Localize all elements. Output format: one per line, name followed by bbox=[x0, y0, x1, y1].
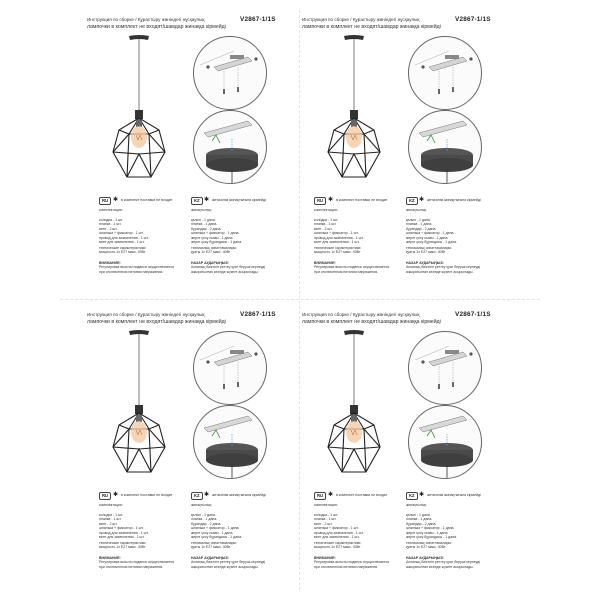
list-item: шпилька + фиксатор - 1 дана. bbox=[406, 526, 455, 531]
list-item: провод для заземления - 1 шт. bbox=[314, 235, 364, 240]
instruction-panel bbox=[302, 307, 507, 587]
canopy-mounting-diagram bbox=[194, 111, 266, 183]
list-item: провод для заземления - 1 шт. bbox=[99, 530, 149, 535]
warning-title: НАЗАР АУДАРЫҢЫЗ! bbox=[191, 261, 229, 265]
ru-kit-list bbox=[99, 218, 185, 244]
kz-tech-specs bbox=[406, 246, 492, 255]
warning-text: ажыратылған кезінде жүзеге асырылады. bbox=[406, 564, 474, 569]
list-item: винт для заземления - 1 шт. bbox=[314, 535, 360, 540]
list-item: колодка - 1 шт. bbox=[314, 513, 339, 517]
ru-kit-list bbox=[314, 218, 400, 244]
list-item: планка - 1 шт. bbox=[314, 517, 337, 522]
instruction-panel bbox=[302, 12, 507, 292]
list-item: жерге қосу сымы - 1 дана. bbox=[406, 530, 449, 535]
star-icon: ✱ bbox=[204, 197, 210, 203]
ru-language-tag: RU bbox=[314, 197, 326, 205]
bulbs-not-included-note: лампочки в комплект не входят/шамдар жинаққа кірмейді bbox=[87, 24, 226, 30]
list-item: қалып - 1 дана. bbox=[191, 218, 216, 222]
list-item: жерге қосу сымы - 1 дана. bbox=[406, 235, 449, 240]
ru-warning bbox=[314, 556, 400, 569]
assembly-step-1-circle bbox=[408, 331, 482, 405]
warning-text: при отключенном питании напряжения. bbox=[314, 564, 379, 569]
bulbs-not-included-note: лампочки в комплект не входят/шамдар жинаққа кірмейді bbox=[302, 319, 441, 325]
ru-tech-specs bbox=[314, 246, 400, 255]
list-item: планка - 1 дана. bbox=[191, 222, 218, 227]
kz-tech-specs bbox=[406, 541, 492, 550]
kz-tech-specs bbox=[191, 246, 277, 255]
list-item: планка - 1 дана. bbox=[406, 517, 433, 522]
canopy-mounting-diagram bbox=[194, 406, 266, 478]
panel-title: Инструкция по сборке / Құрастыру жөніндегі нұсқаулық bbox=[302, 17, 420, 22]
tech-value: қуаты 1x E27 макс. 40Вт bbox=[406, 545, 446, 550]
panel-title: Инструкция по сборке / Құрастыру жөніндегі нұсқаулық bbox=[87, 17, 205, 22]
list-item: колодка - 1 шт. bbox=[314, 218, 339, 222]
list-item: шпилька + фиксатор - 1 дана. bbox=[191, 231, 240, 236]
kz-kit-title: жинақтылық: bbox=[406, 503, 427, 507]
tech-title: технические характеристики: bbox=[314, 541, 362, 545]
kz-warning bbox=[191, 556, 277, 569]
list-item: қалып - 1 дана. bbox=[406, 513, 431, 517]
ru-kit-list bbox=[314, 513, 400, 539]
list-item: жерге қосу бұрандасы - 1 дана. bbox=[406, 240, 458, 245]
list-item: винт для заземления - 1 шт. bbox=[99, 240, 145, 245]
kz-language-tag: KZ bbox=[191, 197, 203, 205]
list-item: жерге қосу бұрандасы - 1 дана. bbox=[191, 535, 243, 540]
warning-text: Аспаның биіктігін реттеу қуат беруші кернеуді bbox=[406, 560, 481, 565]
ru-not-included-note: в комплект поставки не входит bbox=[336, 493, 388, 497]
warning-title: ВНИМАНИЕ! bbox=[314, 261, 336, 265]
list-item: жерге қосу бұрандасы - 1 дана. bbox=[406, 535, 458, 540]
bulbs-not-included-note: лампочки в комплект не входят/шамдар жинаққа кірмейді bbox=[302, 24, 441, 30]
warning-text: Регулировка высоты подвеса осуществляется bbox=[314, 265, 390, 270]
warning-text: Регулировка высоты подвеса осуществляется bbox=[99, 560, 175, 565]
kz-tech-specs bbox=[191, 541, 277, 550]
assembly-step-1-circle bbox=[193, 36, 267, 110]
instruction-panel bbox=[87, 307, 292, 587]
ru-language-tag: RU bbox=[99, 492, 111, 500]
kz-kit-list bbox=[191, 513, 277, 539]
star-icon: ✱ bbox=[113, 492, 119, 498]
tech-value: мощность 1x E27 макс. 40Вт bbox=[99, 250, 146, 255]
list-item: колодка - 1 шт. bbox=[99, 513, 124, 517]
list-item: жерге қосу сымы - 1 дана. bbox=[191, 530, 234, 535]
warning-title: НАЗАР АУДАРЫҢЫЗ! bbox=[406, 261, 444, 265]
warning-text: при отключенном питании напряжения. bbox=[99, 564, 164, 569]
warning-title: НАЗАР АУДАРЫҢЫЗ! bbox=[406, 556, 444, 560]
tech-value: мощность 1x E27 макс. 40Вт bbox=[99, 545, 146, 550]
list-item: провод для заземления - 1 шт. bbox=[99, 235, 149, 240]
bulbs-not-included-note: лампочки в комплект не входят/шамдар жинаққа кірмейді bbox=[87, 319, 226, 325]
ru-not-included-note: в комплект поставки не входит bbox=[121, 198, 173, 202]
list-item: жерге қосу сымы - 1 дана. bbox=[191, 235, 234, 240]
star-icon: ✱ bbox=[328, 197, 334, 203]
assembly-step-1-circle bbox=[193, 331, 267, 405]
list-item: жерге қосу бұрандасы - 1 дана. bbox=[191, 240, 243, 245]
list-item: шпилька + фиксатор - 1 дана. bbox=[406, 231, 455, 236]
warning-text: Аспаның биіктігін реттеу қуат беруші кернеуді bbox=[191, 265, 266, 270]
list-item: шпилька + фиксатор - 1 шт. bbox=[99, 231, 144, 236]
star-icon: ✱ bbox=[419, 197, 425, 203]
warning-text: при отключенном питании напряжения. bbox=[314, 269, 379, 274]
kz-kit-title: жинақтылық: bbox=[191, 208, 212, 212]
kz-language-tag: KZ bbox=[191, 492, 203, 500]
warning-title: ВНИМАНИЕ! bbox=[314, 556, 336, 560]
model-number: V2867-1/1S bbox=[240, 311, 276, 318]
pendant-lamp-illustration bbox=[314, 329, 394, 479]
pendant-lamp-illustration bbox=[99, 34, 179, 184]
warning-text: ажыратылған кезінде жүзеге асырылады. bbox=[191, 269, 259, 274]
tech-title: технические характеристики: bbox=[314, 246, 362, 250]
ru-tech-specs bbox=[99, 246, 185, 255]
model-number: V2867-1/1S bbox=[455, 311, 491, 318]
warning-text: Аспаның биіктігін реттеу қуат беруші кернеуді bbox=[191, 560, 266, 565]
tech-value: мощность 1x E27 макс. 40Вт bbox=[314, 545, 361, 550]
warning-title: ВНИМАНИЕ! bbox=[99, 261, 121, 265]
star-icon: ✱ bbox=[419, 492, 425, 498]
warning-title: ВНИМАНИЕ! bbox=[99, 556, 121, 560]
tech-value: мощность 1x E27 макс. 40Вт bbox=[314, 250, 361, 255]
list-item: провод для заземления - 1 шт. bbox=[314, 530, 364, 535]
list-item: қалып - 1 дана. bbox=[406, 218, 431, 222]
tech-title: технические характеристики: bbox=[99, 541, 147, 545]
warning-text: Аспаның биіктігін реттеу қуат беруші кернеуді bbox=[406, 265, 481, 270]
kz-not-included-note: жеткізілім жинақтығына кірмейді bbox=[212, 493, 266, 497]
list-item: винт - 2 шт. bbox=[314, 521, 333, 526]
list-item: шпилька + фиксатор - 1 шт. bbox=[314, 526, 359, 531]
ru-warning bbox=[314, 261, 400, 274]
ceiling-bracket-diagram bbox=[194, 332, 266, 404]
panel-title: Инструкция по сборке / Құрастыру жөніндегі нұсқаулық bbox=[87, 312, 205, 317]
warning-text: Регулировка высоты подвеса осуществляется bbox=[99, 265, 175, 270]
tech-value: қуаты 1x E27 макс. 40Вт bbox=[191, 545, 231, 550]
ru-language-tag: RU bbox=[99, 197, 111, 205]
kz-warning bbox=[406, 261, 492, 274]
ru-kit-title: комплектация: bbox=[99, 208, 123, 212]
kz-kit-list bbox=[406, 513, 492, 539]
list-item: винт - 2 шт. bbox=[99, 521, 118, 526]
kz-not-included-note: жеткізілім жинақтығына кірмейді bbox=[427, 198, 481, 202]
star-icon: ✱ bbox=[113, 197, 119, 203]
warning-text: при отключенном питании напряжения. bbox=[99, 269, 164, 274]
tech-title: техникалық сипаттамалары: bbox=[191, 246, 238, 250]
kz-warning bbox=[406, 556, 492, 569]
tech-value: қуаты 1x E27 макс. 40Вт bbox=[191, 250, 231, 255]
pendant-lamp-illustration bbox=[314, 34, 394, 184]
ceiling-bracket-diagram bbox=[409, 332, 481, 404]
assembly-step-2-circle bbox=[193, 110, 267, 184]
list-item: шпилька + фиксатор - 1 шт. bbox=[99, 526, 144, 531]
cut-line-vertical bbox=[299, 10, 300, 590]
list-item: винт для заземления - 1 шт. bbox=[314, 240, 360, 245]
ru-warning bbox=[99, 261, 185, 274]
ru-warning bbox=[99, 556, 185, 569]
model-number: V2867-1/1S bbox=[455, 16, 491, 23]
ceiling-bracket-diagram bbox=[409, 37, 481, 109]
list-item: планка - 1 шт. bbox=[99, 517, 122, 522]
ru-kit-title: комплектация: bbox=[314, 503, 338, 507]
list-item: винт - 2 шт. bbox=[99, 226, 118, 231]
assembly-step-2-circle bbox=[193, 405, 267, 479]
tech-title: техникалық сипаттамалары: bbox=[406, 246, 453, 250]
ru-language-tag: RU bbox=[314, 492, 326, 500]
pendant-lamp-illustration bbox=[99, 329, 179, 479]
warning-text: Регулировка высоты подвеса осуществляется bbox=[314, 560, 390, 565]
list-item: колодка - 1 шт. bbox=[99, 218, 124, 222]
kz-not-included-note: жеткізілім жинақтығына кірмейді bbox=[427, 493, 481, 497]
list-item: планка - 1 дана. bbox=[191, 517, 218, 522]
tech-title: техникалық сипаттамалары: bbox=[191, 541, 238, 545]
panel-title: Инструкция по сборке / Құрастыру жөніндегі нұсқаулық bbox=[302, 312, 420, 317]
kz-kit-title: жинақтылық: bbox=[406, 208, 427, 212]
warning-text: ажыратылған кезінде жүзеге асырылады. bbox=[406, 269, 474, 274]
instruction-panel bbox=[87, 12, 292, 292]
kz-language-tag: KZ bbox=[406, 492, 418, 500]
warning-title: НАЗАР АУДАРЫҢЫЗ! bbox=[191, 556, 229, 560]
ceiling-bracket-diagram bbox=[194, 37, 266, 109]
tech-title: техникалық сипаттамалары: bbox=[406, 541, 453, 545]
assembly-step-2-circle bbox=[408, 110, 482, 184]
list-item: бұрандар - 2 дана. bbox=[406, 521, 437, 526]
ru-not-included-note: в комплект поставки не входит bbox=[121, 493, 173, 497]
list-item: винт для заземления - 1 шт. bbox=[99, 535, 145, 540]
assembly-step-2-circle bbox=[408, 405, 482, 479]
list-item: шпилька + фиксатор - 1 шт. bbox=[314, 231, 359, 236]
kz-warning bbox=[191, 261, 277, 274]
list-item: бұрандар - 2 дана. bbox=[191, 226, 222, 231]
tech-value: қуаты 1x E27 макс. 40Вт bbox=[406, 250, 446, 255]
star-icon: ✱ bbox=[204, 492, 210, 498]
kz-not-included-note: жеткізілім жинақтығына кірмейді bbox=[212, 198, 266, 202]
canopy-mounting-diagram bbox=[409, 406, 481, 478]
warning-text: ажыратылған кезінде жүзеге асырылады. bbox=[191, 564, 259, 569]
list-item: винт - 2 шт. bbox=[314, 226, 333, 231]
ru-tech-specs bbox=[99, 541, 185, 550]
ru-kit-list bbox=[99, 513, 185, 539]
list-item: шпилька + фиксатор - 1 дана. bbox=[191, 526, 240, 531]
kz-language-tag: KZ bbox=[406, 197, 418, 205]
list-item: бұрандар - 2 дана. bbox=[406, 226, 437, 231]
star-icon: ✱ bbox=[328, 492, 334, 498]
list-item: планка - 1 шт. bbox=[99, 222, 122, 227]
list-item: қалып - 1 дана. bbox=[191, 513, 216, 517]
ru-tech-specs bbox=[314, 541, 400, 550]
assembly-step-1-circle bbox=[408, 36, 482, 110]
ru-not-included-note: в комплект поставки не входит bbox=[336, 198, 388, 202]
model-number: V2867-1/1S bbox=[240, 16, 276, 23]
kz-kit-list bbox=[191, 218, 277, 244]
list-item: планка - 1 дана. bbox=[406, 222, 433, 227]
kz-kit-title: жинақтылық: bbox=[191, 503, 212, 507]
ru-kit-title: комплектация: bbox=[314, 208, 338, 212]
ru-kit-title: комплектация: bbox=[99, 503, 123, 507]
cut-line-horizontal bbox=[60, 299, 540, 300]
kz-kit-list bbox=[406, 218, 492, 244]
canopy-mounting-diagram bbox=[409, 111, 481, 183]
tech-title: технические характеристики: bbox=[99, 246, 147, 250]
list-item: бұрандар - 2 дана. bbox=[191, 521, 222, 526]
list-item: планка - 1 шт. bbox=[314, 222, 337, 227]
